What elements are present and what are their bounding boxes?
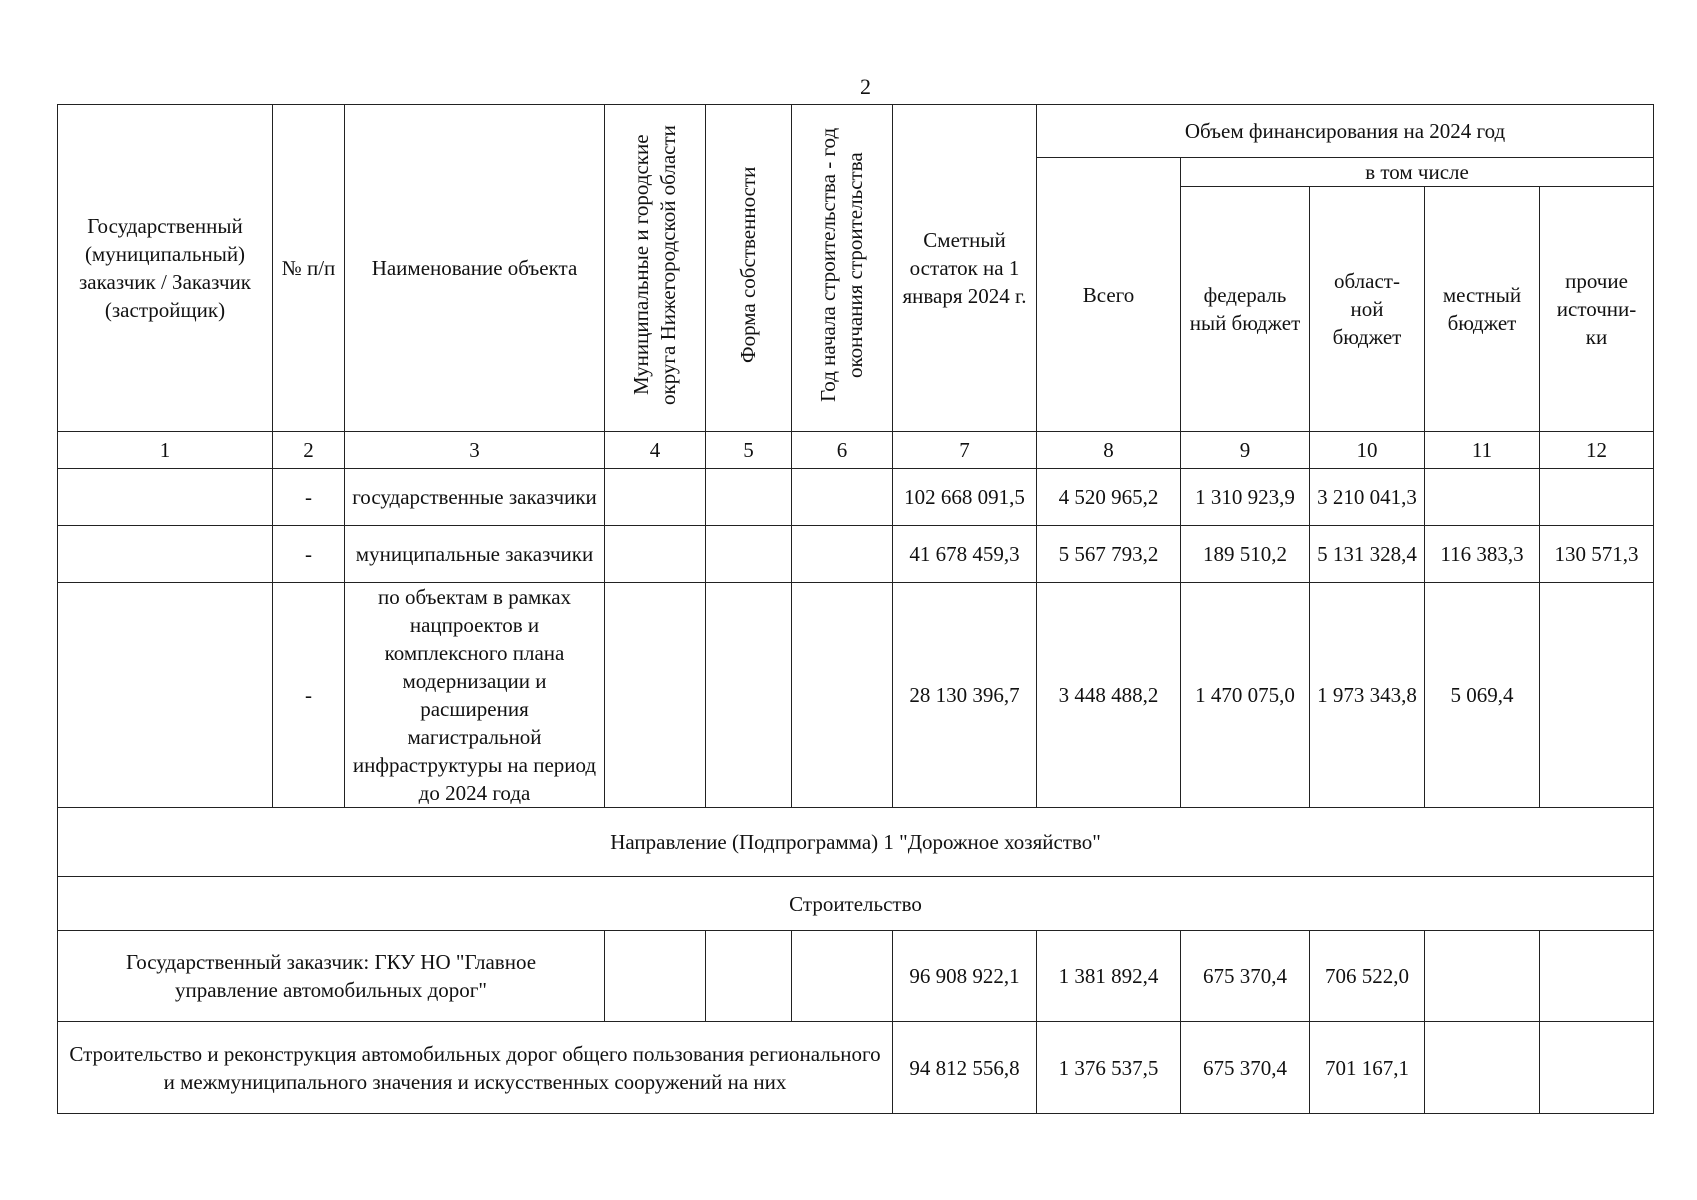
total-other <box>1540 1022 1654 1114</box>
cell-empty <box>706 469 792 526</box>
cell-empty <box>605 931 706 1022</box>
row-federal: 1 470 075,0 <box>1181 583 1310 808</box>
column-number: 11 <box>1425 432 1540 469</box>
customer-federal: 675 370,4 <box>1181 931 1310 1022</box>
cell-empty <box>605 469 706 526</box>
row-dash: - <box>273 469 345 526</box>
total-federal: 675 370,4 <box>1181 1022 1310 1114</box>
table-row <box>58 526 1654 583</box>
customer-regional: 706 522,0 <box>1310 931 1425 1022</box>
row-estimate: 102 668 091,5 <box>893 469 1037 526</box>
cell-empty <box>792 469 893 526</box>
page-number: 2 <box>860 74 871 99</box>
row-total: 5 567 793,2 <box>1037 526 1181 583</box>
customer-estimate: 96 908 922,1 <box>893 931 1037 1022</box>
row-regional: 5 131 328,4 <box>1310 526 1425 583</box>
header-federal: федераль ный бюджет <box>1181 187 1310 432</box>
column-number: 9 <box>1181 432 1310 469</box>
header-municipal: Муниципальные и городские округа Нижегородской области <box>629 124 680 405</box>
header-customer: Государственный (муниципальный) заказчик / Заказчик (застройщик) <box>58 105 273 432</box>
row-estimate: 28 130 396,7 <box>893 583 1037 808</box>
total-total: 1 376 537,5 <box>1037 1022 1181 1114</box>
header-object-name: Наименование объекта <box>345 105 605 432</box>
header-years-cell <box>792 105 893 432</box>
header-municipal-cell <box>605 105 706 432</box>
cell-empty <box>792 526 893 583</box>
row-local: 116 383,3 <box>1425 526 1540 583</box>
cell-empty <box>792 931 893 1022</box>
direction-title: Направление (Подпрограмма) 1 "Дорожное хозяйство" <box>58 808 1654 877</box>
row-dash: - <box>273 526 345 583</box>
column-number: 7 <box>893 432 1037 469</box>
table-row <box>58 583 1654 808</box>
column-number: 1 <box>58 432 273 469</box>
header-other: прочие источни- ки <box>1540 187 1654 432</box>
column-number: 4 <box>605 432 706 469</box>
row-other <box>1540 583 1654 808</box>
header-total: Всего <box>1037 158 1181 432</box>
row-name: муниципальные заказчики <box>345 526 605 583</box>
column-number: 12 <box>1540 432 1654 469</box>
header-regional: област- ной бюджет <box>1310 187 1425 432</box>
total-local <box>1425 1022 1540 1114</box>
header-row <box>58 105 1654 158</box>
row-dash: - <box>273 583 345 808</box>
column-number: 2 <box>273 432 345 469</box>
header-estimate: Сметный остаток на 1 января 2024 г. <box>893 105 1037 432</box>
table-row <box>58 469 1654 526</box>
row-regional: 3 210 041,3 <box>1310 469 1425 526</box>
column-number: 5 <box>706 432 792 469</box>
header-including: в том числе <box>1181 158 1654 187</box>
row-other: 130 571,3 <box>1540 526 1654 583</box>
row-federal: 189 510,2 <box>1181 526 1310 583</box>
section-title: Строительство <box>58 877 1654 931</box>
cell-empty <box>58 469 273 526</box>
customer-label: Государственный заказчик: ГКУ НО "Главное управление автомобильных дорог" <box>58 931 605 1022</box>
customer-other <box>1540 931 1654 1022</box>
row-other <box>1540 469 1654 526</box>
row-regional: 1 973 343,8 <box>1310 583 1425 808</box>
row-name: государственные заказчики <box>345 469 605 526</box>
row-estimate: 41 678 459,3 <box>893 526 1037 583</box>
column-number-row <box>58 432 1654 469</box>
row-local <box>1425 469 1540 526</box>
cell-empty <box>605 526 706 583</box>
total-label: Строительство и реконструкция автомобильных дорог общего пользования регионального и межмуниципального значения и искусственных сооружений на них <box>58 1022 893 1114</box>
header-num: № п/п <box>273 105 345 432</box>
customer-local <box>1425 931 1540 1022</box>
column-number: 8 <box>1037 432 1181 469</box>
cell-empty <box>605 583 706 808</box>
cell-empty <box>706 526 792 583</box>
row-federal: 1 310 923,9 <box>1181 469 1310 526</box>
cell-empty <box>792 583 893 808</box>
direction-row <box>58 808 1654 877</box>
cell-empty <box>58 583 273 808</box>
row-name: по объектам в рамках нацпроектов и комплексного плана модернизации и расширения магистральной инфраструктуры на период до 2024 года <box>345 583 605 808</box>
cell-empty <box>706 931 792 1022</box>
header-financing: Объем финансирования на 2024 год <box>1037 105 1654 158</box>
row-local: 5 069,4 <box>1425 583 1540 808</box>
header-ownership-cell <box>706 105 792 432</box>
section-row <box>58 877 1654 931</box>
total-estimate: 94 812 556,8 <box>893 1022 1037 1114</box>
column-number: 6 <box>792 432 893 469</box>
cell-empty <box>58 526 273 583</box>
total-regional: 701 167,1 <box>1310 1022 1425 1114</box>
total-row <box>58 1022 1654 1114</box>
cell-empty <box>706 583 792 808</box>
row-total: 3 448 488,2 <box>1037 583 1181 808</box>
financing-table <box>57 104 1654 1114</box>
header-years: Год начала строительства - год окончания строительства <box>816 127 867 402</box>
customer-total: 1 381 892,4 <box>1037 931 1181 1022</box>
header-ownership: Форма собственности <box>736 166 760 363</box>
column-number: 10 <box>1310 432 1425 469</box>
customer-row <box>58 931 1654 1022</box>
column-number: 3 <box>345 432 605 469</box>
row-total: 4 520 965,2 <box>1037 469 1181 526</box>
header-local: местный бюджет <box>1425 187 1540 432</box>
